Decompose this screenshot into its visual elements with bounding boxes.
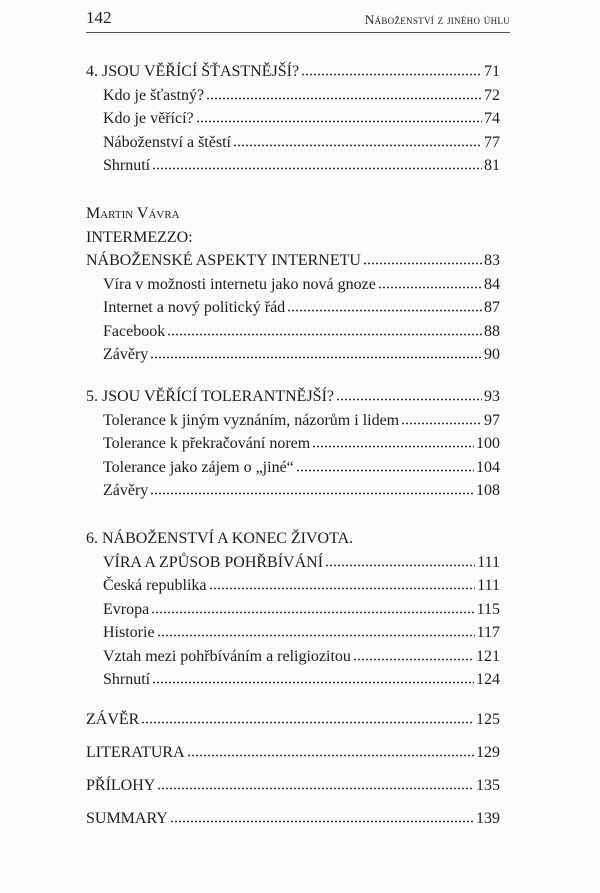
entry-title: Náboženství a štěstí [103, 133, 231, 151]
entry-title: Tolerance k jiným vyznáním, názorům i lidem [103, 411, 400, 429]
dot-leader [363, 262, 482, 265]
entry-page: 111 [477, 577, 500, 594]
entry-page: 84 [484, 275, 500, 293]
dot-leader [170, 820, 474, 823]
toc-subentry [86, 668, 500, 692]
dot-leader [157, 787, 474, 790]
toc-subentry [86, 456, 500, 480]
dot-leader [152, 167, 482, 170]
dot-leader [151, 611, 474, 614]
toc-intermezzo [86, 202, 500, 367]
entry-page: 124 [476, 671, 500, 688]
toc-chapter-6 [86, 527, 500, 692]
dot-leader [150, 492, 474, 495]
dot-leader [353, 658, 474, 661]
entry-title-line1: INTERMEZZO: [86, 228, 193, 246]
entry-page: 97 [484, 411, 500, 429]
toc-subentry [86, 645, 500, 669]
dot-leader [141, 721, 474, 724]
author-name: Martin Vávra [86, 205, 180, 222]
dot-leader [150, 356, 482, 359]
dot-leader [187, 754, 474, 757]
dot-leader [301, 73, 482, 76]
toc-subentry [86, 296, 500, 320]
toc-subentry [86, 574, 500, 598]
entry-page: 72 [484, 86, 500, 104]
entry-title: Závěry [103, 346, 149, 363]
entry-page: 129 [476, 744, 500, 761]
toc-subentry [86, 131, 500, 155]
entry-page: 135 [476, 777, 500, 794]
entry-title: Víra v možnosti internetu jako nová gnoze [103, 275, 376, 293]
dot-leader [206, 97, 482, 100]
toc-entry-appendices [86, 774, 500, 798]
entry-page: 117 [476, 624, 500, 641]
dot-leader [325, 564, 475, 567]
entry-page: 111 [477, 553, 500, 571]
toc-subentry [86, 320, 500, 344]
dot-leader [196, 120, 482, 123]
entry-title: VÍRA A ZPŮSOB POHŘBÍVÁNÍ [103, 553, 324, 571]
entry-title: Internet a nový politický řád [103, 299, 286, 316]
dot-leader [312, 445, 474, 448]
entry-title: NÁBOŽENSKÉ ASPEKTY INTERNETU [86, 252, 361, 269]
dot-leader [233, 144, 482, 147]
dot-leader [287, 309, 482, 312]
dot-leader [152, 681, 474, 684]
entry-title: SUMMARY [86, 810, 168, 827]
entry-title: LITERATURA [86, 744, 185, 761]
entry-title: Kdo je šťastný? [103, 86, 205, 104]
entry-title-line1: 6. NÁBOŽENSTVÍ A KONEC ŽIVOTA. [86, 530, 354, 547]
page-number: 142 [86, 8, 112, 27]
toc-subentry [86, 409, 500, 433]
entry-title: Tolerance jako zájem o „jiné“ [103, 458, 294, 476]
entry-page: 121 [476, 647, 500, 665]
dot-leader [296, 469, 474, 472]
toc-chapter-5 [86, 385, 500, 503]
toc-subentry [86, 621, 500, 645]
entry-page: 83 [484, 252, 500, 269]
entry-page: 88 [484, 322, 500, 340]
entry-title: Česká republika [103, 577, 207, 594]
page-header [86, 6, 510, 33]
entry-title: Kdo je věřící? [103, 110, 194, 127]
entry-title: 4. JSOU VĚŘÍCÍ ŠŤASTNĚJŠÍ? [86, 63, 300, 80]
entry-page: 87 [484, 299, 500, 316]
toc-subentry [86, 84, 500, 108]
entry-page: 81 [484, 157, 500, 174]
toc-entry-summary [86, 807, 500, 831]
toc-subentry [86, 432, 500, 456]
toc-entry-literature [86, 741, 500, 765]
entry-title: Vztah mezi pohřbíváním a religiozitou [103, 647, 351, 665]
dot-leader [157, 634, 475, 637]
entry-title: Shrnutí [103, 157, 151, 174]
entry-page: 77 [484, 133, 500, 151]
entry-page: 139 [476, 810, 500, 827]
entry-title: Evropa [103, 600, 150, 618]
toc-entry [86, 60, 500, 84]
entry-page: 115 [476, 600, 500, 618]
toc-subentry [86, 598, 500, 622]
toc-chapter-4 [86, 60, 500, 178]
entry-title: Tolerance k překračování norem [103, 435, 311, 452]
toc-entry [86, 385, 500, 409]
toc-entry-conclusion [86, 708, 500, 732]
entry-page: 71 [484, 63, 500, 80]
entry-title: Historie [103, 624, 155, 641]
entry-title: ZÁVĚR [86, 711, 140, 728]
entry-title: PŘÍLOHY [86, 777, 156, 794]
running-title: Náboženství z jiného úhlu [364, 12, 510, 27]
entry-title: Facebook [103, 322, 166, 340]
entry-page: 104 [476, 458, 500, 476]
entry-page: 125 [476, 711, 500, 728]
entry-title: 5. JSOU VĚŘÍCÍ TOLERANTNĚJŠÍ? [86, 388, 335, 405]
toc-subentry [86, 107, 500, 131]
toc-entry [86, 551, 500, 575]
entry-page: 93 [484, 388, 500, 405]
toc-subentry [86, 479, 500, 503]
table-of-contents [86, 60, 500, 831]
dot-leader [336, 398, 482, 401]
entry-title: Shrnutí [103, 671, 151, 688]
toc-subentry [86, 154, 500, 178]
dot-leader [167, 333, 482, 336]
entry-page: 108 [476, 482, 500, 499]
toc-subentry [86, 343, 500, 367]
entry-page: 74 [484, 110, 500, 127]
dot-leader [378, 286, 482, 289]
entry-title: Závěry [103, 482, 149, 499]
entry-page: 100 [476, 435, 500, 452]
dot-leader [401, 422, 482, 425]
entry-page: 90 [484, 346, 500, 363]
dot-leader [209, 587, 476, 590]
toc-subentry [86, 273, 500, 297]
toc-entry [86, 249, 500, 273]
